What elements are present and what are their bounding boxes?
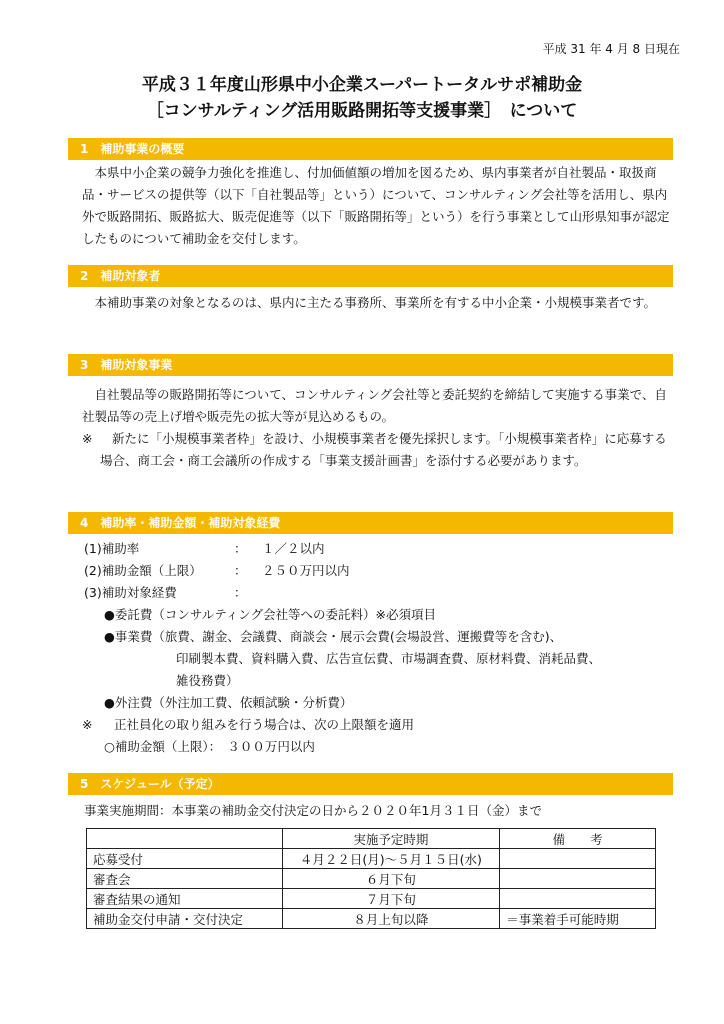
section-4-heading: 4 補助率・補助金額・補助対象経費 <box>68 512 673 534</box>
rate-value: １／２以内 <box>262 541 325 556</box>
section-4-note-mark: ※ <box>82 717 93 732</box>
table-cell: 審査会 <box>87 869 283 889</box>
cost-item-operation: ●事業費（旅費、謝金、会議費、商談会・展示会費(会場設営、運搬費等を含む)、 <box>104 629 563 644</box>
cost-item-operation-cont: 印刷製本費、資料購入費、広告宣伝費、市場調査費、原材料費、消耗品費、 <box>176 651 602 666</box>
table-cell: 補助金交付申請・交付決定 <box>87 909 283 929</box>
section-3-note: 新たに「小規模事業者枠」を設け、小規模事業者を優先採択します。「小規模事業者枠」に応募する場合、商工会・商工会議所の作成する「事業支援計画書」を添付する必要があります。 <box>100 431 667 468</box>
cost-item-outsourcing: ●外注費（外注加工費、依頼試験・分析費） <box>104 695 353 710</box>
table-cell: ４月２２日(月)～５月１５日(水) <box>282 849 500 869</box>
table-cell <box>500 889 656 909</box>
section-4-note: 正社員化の取り組みを行う場合は、次の上限額を適用 <box>114 717 415 732</box>
cost-label: (3)補助対象経費 <box>84 585 177 600</box>
implementation-period: 事業実施期間：本事業の補助金交付決定の日から２０２０年1月３１日（金）まで <box>84 803 542 818</box>
section-5-heading: 5 スケジュール（予定） <box>68 773 673 795</box>
schedule-table <box>86 828 656 929</box>
alt-amount: ○補助金額（上限）： ３００万円以内 <box>104 739 315 754</box>
section-2-heading: 2 補助対象者 <box>68 265 673 287</box>
amount-colon: ： <box>234 563 247 578</box>
document-title <box>0 72 724 124</box>
table-header-cell <box>87 829 283 849</box>
section-3-heading: 3 補助対象事業 <box>68 354 673 376</box>
table-row <box>87 889 656 909</box>
document-date: 平成 31 年 4 月 8 日現在 <box>542 42 680 56</box>
rate-label: (1)補助率 <box>84 541 140 556</box>
table-cell: ６月下旬 <box>282 869 500 889</box>
table-row <box>87 869 656 889</box>
table-header-cell: 実施予定時期 <box>282 829 500 849</box>
table-cell <box>500 869 656 889</box>
table-cell: 応募受付 <box>87 849 283 869</box>
cost-colon: ： <box>234 585 247 600</box>
section-2-body: 本補助事業の対象となるのは、県内に主たる事務所、事業所を有する中小企業・小規模事業者です。 <box>94 295 657 310</box>
section-1-heading: 1 補助事業の概要 <box>68 138 673 160</box>
amount-value: ２５０万円以内 <box>262 563 350 578</box>
title-line-1: 平成３１年度山形県中小企業スーパートータルサポ補助金 <box>141 75 583 95</box>
table-row <box>87 849 656 869</box>
rate-colon: ： <box>234 541 247 556</box>
table-row <box>87 909 656 929</box>
section-3-note-mark: ※ <box>82 431 93 446</box>
cost-item-commission: ●委託費（コンサルティング会社等への委託料）※必須項目 <box>104 607 437 622</box>
table-cell: 審査結果の通知 <box>87 889 283 909</box>
table-cell: ７月下旬 <box>282 889 500 909</box>
table-header-cell: 備 考 <box>500 829 656 849</box>
table-cell <box>500 849 656 869</box>
section-1-body: 本県中小企業の競争力強化を推進し、付加価値額の増加を図るため、県内事業者が自社製品・取扱商品・サービスの提供等（以下「自社製品等」という）について、コンサルティング会社等を活用し、県内外で販路開拓、販路拡大、販売促進等（以下「販路開拓等」という）を行う事業として山形県知事が認定したものについて補助金を交付します。 <box>82 165 670 246</box>
section-3-body: 自社製品等の販路開拓等について、コンサルティング会社等と委託契約を締結して実施する事業で、自社製品等の売上げ増や販売先の拡大等が見込めるもの。 <box>82 387 667 424</box>
table-header-row <box>87 829 656 849</box>
table-cell: ８月上旬以降 <box>282 909 500 929</box>
cost-item-operation-end: 雑役務費） <box>176 673 239 688</box>
title-line-2: ［コンサルティング活用販路開拓等支援事業］ について <box>146 101 578 121</box>
table-cell: ＝事業着手可能時期 <box>500 909 656 929</box>
amount-label: (2)補助金額（上限） <box>84 563 202 578</box>
